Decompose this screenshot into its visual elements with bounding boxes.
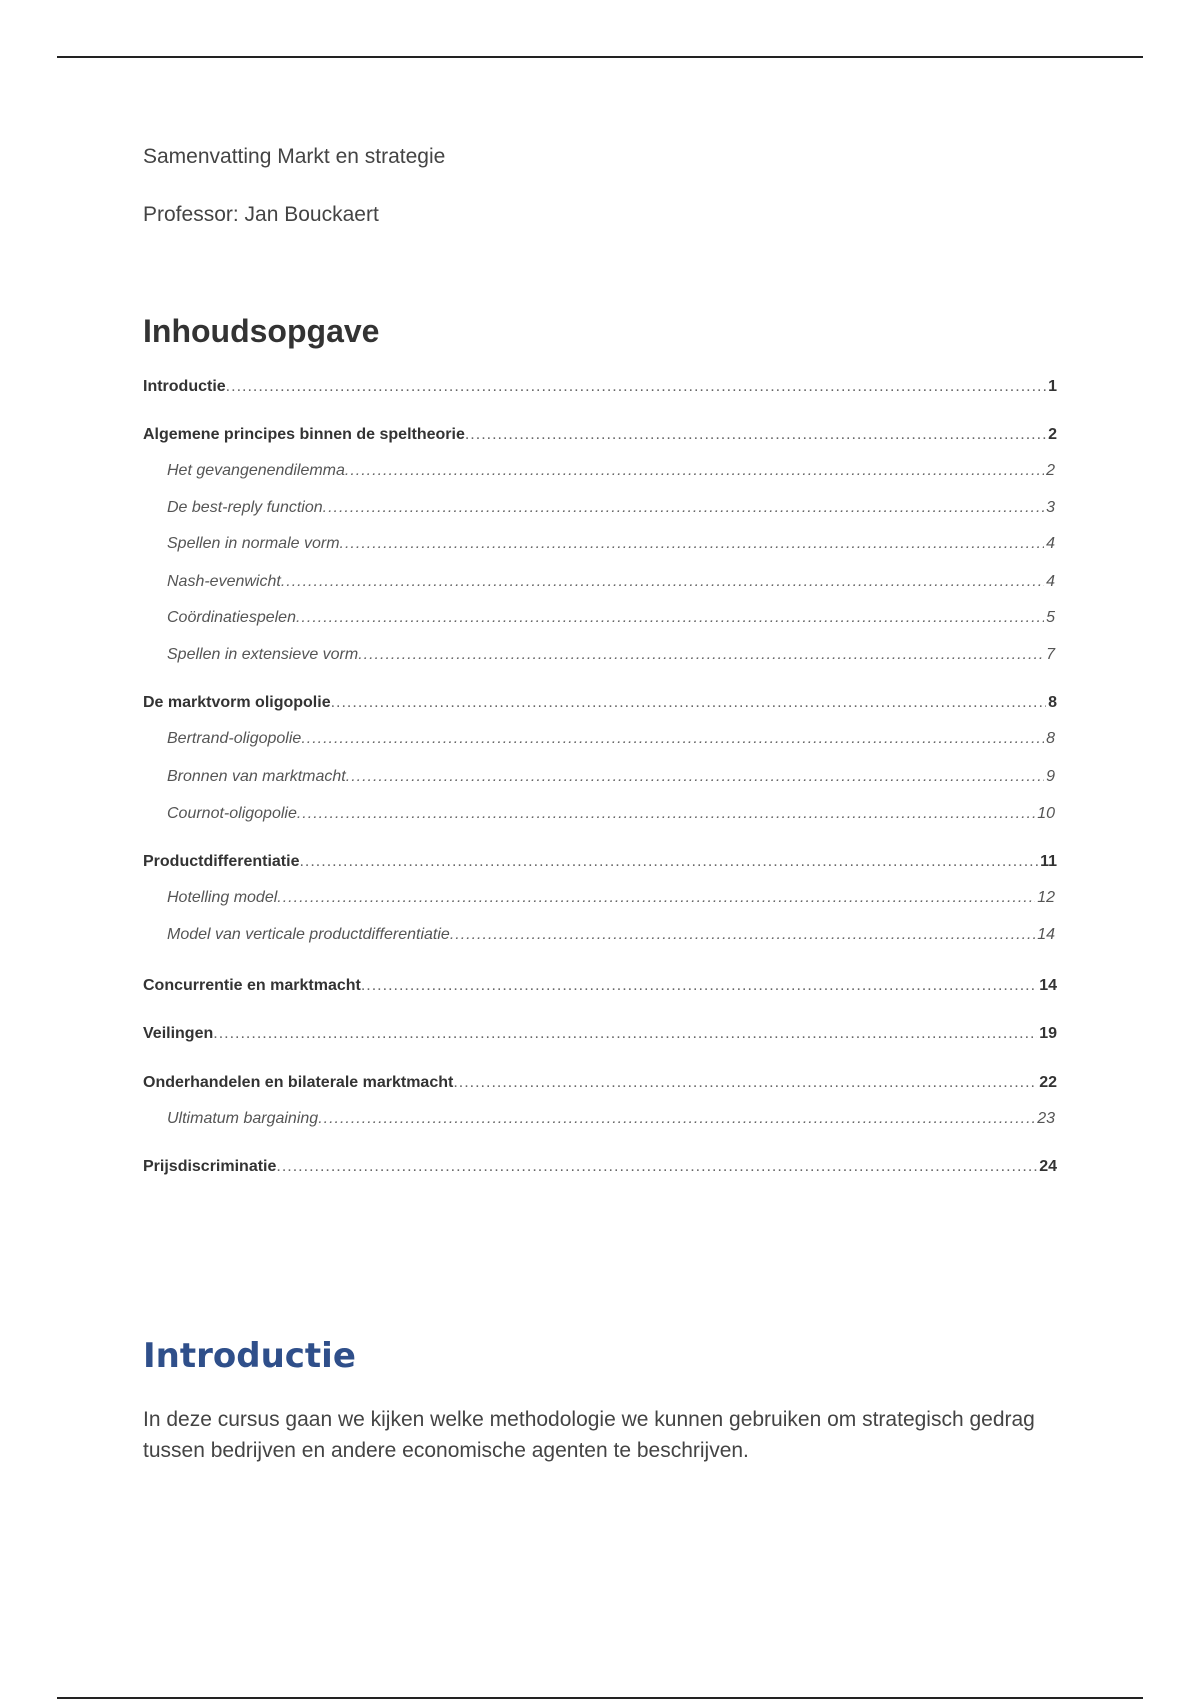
toc-entry-label: Hotelling model (167, 889, 278, 906)
toc-dot-leader (450, 926, 1035, 944)
toc-dot-leader (323, 499, 1044, 517)
toc-dot-leader (296, 609, 1044, 627)
toc-entry[interactable] (167, 768, 1055, 792)
toc-entry-label: Bertrand-oligopolie (167, 730, 302, 747)
section-heading: Introductie (143, 1336, 356, 1376)
toc-dot-leader (318, 1110, 1035, 1128)
toc-entry-label: Spellen in normale vorm (167, 535, 340, 552)
toc-dot-leader (301, 730, 1044, 748)
toc-entry-label: Onderhandelen en bilaterale marktmacht (143, 1074, 454, 1091)
toc-entry[interactable] (167, 1110, 1055, 1134)
toc-dot-leader (340, 535, 1045, 553)
toc-entry[interactable] (167, 889, 1055, 913)
toc-entry-label: Veilingen (143, 1025, 214, 1042)
body-paragraph: In deze cursus gaan we kijken welke methodologie we kunnen gebruiken om strategisch gedrag tussen bedrijven en andere economische agenten te beschrijven. (143, 1408, 1035, 1462)
toc-dot-leader (299, 853, 1038, 871)
toc-dot-leader (297, 805, 1035, 823)
toc-entry[interactable] (167, 609, 1055, 633)
toc-page-number: 14 (1039, 977, 1057, 994)
toc-page-number: 9 (1046, 768, 1055, 785)
toc-entry[interactable] (143, 977, 1057, 1001)
toc-page-number: 14 (1037, 926, 1055, 943)
toc-entry-label: De best-reply function (167, 499, 323, 516)
toc-entry[interactable] (167, 805, 1055, 829)
toc-dot-leader (453, 1074, 1037, 1092)
toc-entry-label: Cournot-oligopolie (167, 805, 297, 822)
toc-entry[interactable] (143, 378, 1057, 402)
bottom-rule (57, 1697, 1143, 1699)
toc-entry-label: Introductie (143, 378, 226, 395)
toc-entry-label: Bronnen van marktmacht (167, 768, 346, 785)
toc-entry[interactable] (167, 535, 1055, 559)
toc-dot-leader (276, 1158, 1037, 1176)
professor-line: Professor: Jan Bouckaert (143, 203, 379, 226)
toc-entry-label: Productdifferentiatie (143, 853, 300, 870)
toc-entry[interactable] (143, 1158, 1057, 1182)
toc-dot-leader (281, 573, 1044, 591)
toc-entry-label: Prijsdiscriminatie (143, 1158, 277, 1175)
toc-dot-leader (213, 1025, 1037, 1043)
toc-entry[interactable] (143, 1025, 1057, 1049)
toc-entry-label: Het gevangenendilemma (167, 462, 345, 479)
toc-entry[interactable] (167, 926, 1055, 950)
toc-dot-leader (465, 426, 1046, 444)
toc-page-number: 24 (1039, 1158, 1057, 1175)
toc-entry-label: Concurrentie en marktmacht (143, 977, 361, 994)
toc-entry-label: Spellen in extensieve vorm (167, 646, 359, 663)
document-title: Samenvatting Markt en strategie (143, 145, 446, 168)
toc-page-number: 10 (1037, 805, 1055, 822)
toc-entry[interactable] (167, 730, 1055, 754)
top-rule (57, 56, 1143, 58)
toc-entry-label: Coördinatiespelen (167, 609, 296, 626)
toc-title: Inhoudsopgave (143, 313, 380, 349)
toc-page-number: 23 (1037, 1110, 1055, 1127)
toc-page-number: 8 (1048, 694, 1057, 711)
toc-page-number: 8 (1046, 730, 1055, 747)
toc-page-number: 4 (1046, 573, 1055, 590)
toc-page-number: 2 (1048, 426, 1057, 443)
toc-entry-label: Algemene principes binnen de speltheorie (143, 426, 465, 443)
toc-page-number: 19 (1039, 1025, 1057, 1042)
toc-page-number: 12 (1037, 889, 1055, 906)
toc-entry[interactable] (167, 573, 1055, 597)
toc-page-number: 2 (1046, 462, 1055, 479)
toc-dot-leader (226, 378, 1046, 396)
toc-entry[interactable] (143, 1074, 1057, 1098)
toc-entry-label: Model van verticale productdifferentiatie (167, 926, 450, 943)
toc-entry[interactable] (143, 426, 1057, 450)
toc-entry[interactable] (167, 499, 1055, 523)
toc-page-number: 7 (1046, 646, 1055, 663)
toc-page-number: 11 (1040, 853, 1057, 870)
toc-page-number: 3 (1046, 499, 1055, 516)
toc-entry[interactable] (167, 646, 1055, 670)
toc-dot-leader (277, 889, 1035, 907)
toc-page-number: 4 (1046, 535, 1055, 552)
toc-page-number: 22 (1039, 1074, 1057, 1091)
toc-entry-label: De marktvorm oligopolie (143, 694, 331, 711)
toc-entry[interactable] (167, 462, 1055, 486)
toc-entry-label: Nash-evenwicht (167, 573, 281, 590)
toc-dot-leader (331, 694, 1047, 712)
toc-page-number: 1 (1048, 378, 1057, 395)
toc-dot-leader (358, 646, 1044, 664)
toc-dot-leader (345, 462, 1044, 480)
toc-dot-leader (346, 768, 1044, 786)
toc-page-number: 5 (1046, 609, 1055, 626)
toc-entry[interactable] (143, 853, 1057, 877)
toc-entry-label: Ultimatum bargaining (167, 1110, 319, 1127)
toc-dot-leader (361, 977, 1037, 995)
toc-entry[interactable] (143, 694, 1057, 718)
